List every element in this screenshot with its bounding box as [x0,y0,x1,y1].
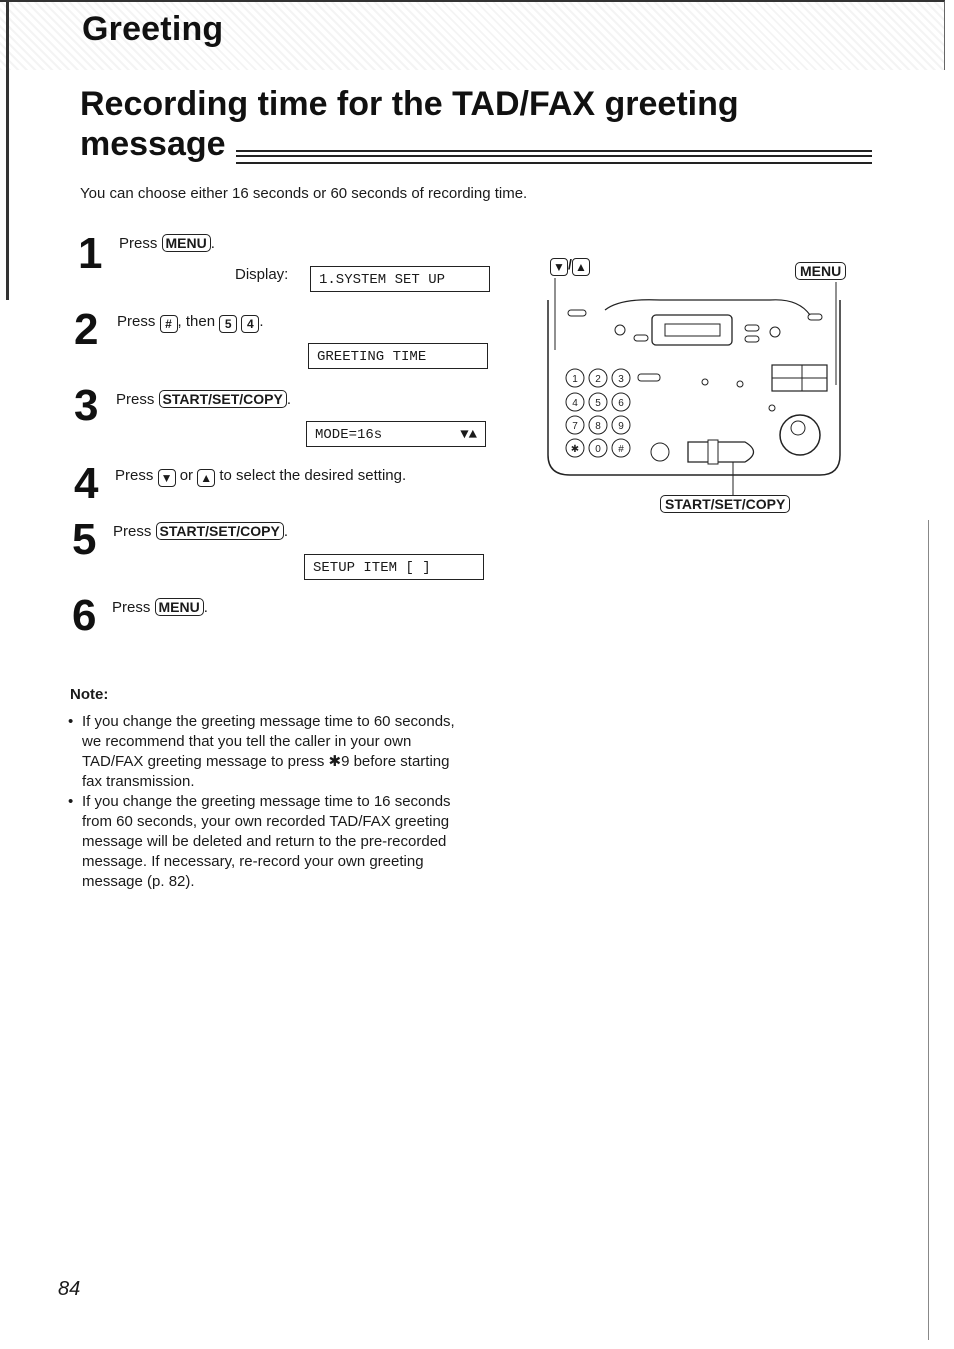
step-3-press: Press [116,391,155,408]
figure-start-label: START/SET/COPY [660,495,790,513]
note-item [68,792,472,892]
title-underline-rule [236,150,872,164]
step-5-end: . [283,523,288,540]
keypad-key-1: 1 [572,374,578,385]
keypad-row-3 [566,416,630,434]
down-key: ▼ [158,469,176,487]
step-number-5: 5 [72,515,97,564]
step-4-or: or [179,467,194,484]
figure-down-key: ▼ [550,258,568,276]
page-title-line2: message [80,125,226,163]
note-item [68,712,472,792]
step-2-text [117,312,264,333]
keypad-row-2 [566,393,630,411]
keypad-key-7: 7 [572,421,578,432]
step-3-text [116,390,291,410]
step-5-text [113,522,288,542]
keypad-key-hash: # [618,444,624,455]
step-number-4: 4 [74,459,99,508]
step-4-press: Press [115,467,154,484]
hash-key: # [160,315,178,333]
lcd-display-3 [306,421,486,447]
keypad-key-2: 2 [595,374,601,385]
step-2-end: . [259,313,264,330]
keypad-key-9: 9 [618,421,624,432]
keypad-row-4 [566,439,630,457]
bullet-icon: • [68,793,74,810]
lcd-display-1: 1.SYSTEM SET UP [310,266,490,292]
note-item-2-text: If you change the greeting message time to 16 seconds from 60 seconds, your own recorded TAD/FAX greeting message will be deleted and return to the pre-recorded message. If necessary, re-record your own greeting message (p. 82). [82,793,451,890]
step-6-text [112,598,208,618]
step-number-2: 2 [74,305,99,354]
keypad-key-0: 0 [595,444,601,455]
step-number-3: 3 [74,381,99,430]
start-set-copy-key: START/SET/COPY [159,390,287,408]
menu-key: MENU [155,598,204,616]
page-number: 84 [58,1278,81,1300]
lcd-3-text: MODE=16s [315,427,383,443]
keypad-row-1 [566,369,630,387]
lcd-display-2: GREETING TIME [308,343,488,369]
display-label: Display: [235,266,289,283]
step-number-6: 6 [72,591,97,640]
key-4: 4 [241,315,259,333]
step-6-press: Press [112,599,151,616]
intro-text: You can choose either 16 seconds or 60 seconds of recording time. [80,185,528,202]
figure-up-key: ▲ [572,258,590,276]
keypad-key-8: 8 [595,421,601,432]
step-2-press: Press [117,313,156,330]
note-item-1-text: If you change the greeting message time to 60 seconds, we recommend that you tell the caller in your own TAD/FAX greeting message to press ✱9 before starting fax transmission. [82,713,455,790]
page-title-line1: Recording time for the TAD/FAX greeting [80,85,739,123]
keypad-key-4: 4 [572,398,578,409]
menu-key: MENU [162,234,211,252]
step-3-end: . [286,391,291,408]
step-1-press: Press [119,235,158,252]
keypad-key-star: ✱ [570,444,580,455]
figure-menu-label: MENU [795,262,846,280]
step-4-rest: to select the desired setting. [219,467,407,484]
section-title: Greeting [82,10,224,48]
fax-machine-illustration [540,270,850,500]
page-edge-line [928,520,929,1340]
keypad-key-3: 3 [618,374,624,385]
bullet-icon: • [68,713,74,730]
step-5-press: Press [113,523,152,540]
step-1-end: . [210,235,215,252]
key-5: 5 [219,315,237,333]
step-number-1: 1 [78,229,103,278]
start-set-copy-key: START/SET/COPY [156,522,284,540]
note-title: Note: [70,686,109,703]
step-1-text [119,234,215,254]
step-4-text [115,466,406,487]
keypad-key-6: 6 [618,398,624,409]
up-key: ▲ [197,469,215,487]
figure-nav-sep: / [568,256,572,272]
lcd-3-arrows: ▼▲ [460,427,477,443]
left-margin-rule [6,0,9,300]
lcd-display-5: SETUP ITEM [ ] [304,554,484,580]
keypad-key-5: 5 [595,398,601,409]
step-2-then: , then [177,313,216,330]
step-6-end: . [203,599,208,616]
